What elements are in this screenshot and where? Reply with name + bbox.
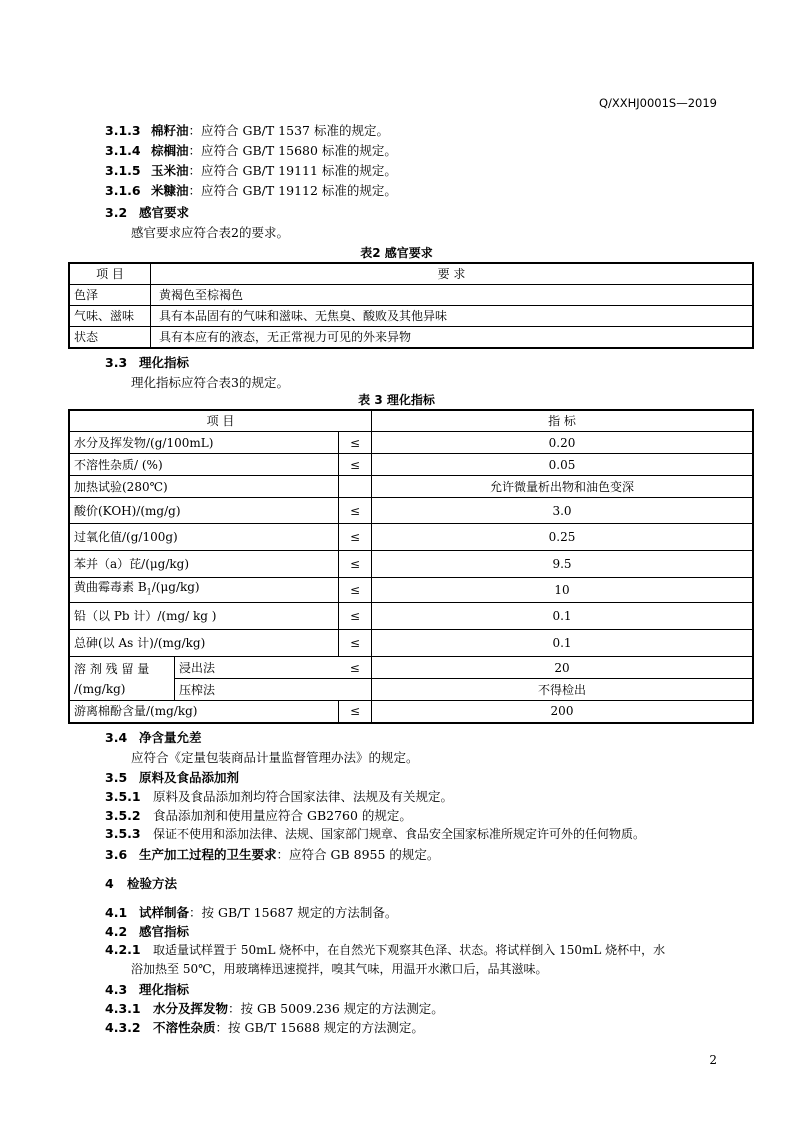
- table3-item: 加热试验(280℃): [69, 476, 339, 498]
- table-row: [69, 551, 753, 578]
- clause-text-line1: 取适量试样置于 50mL 烧杯中，在自然光下观察其色泽、状态。将试样倒入 150mL 烧杯中，水: [153, 943, 666, 957]
- section-title: 试样制备: [139, 905, 190, 920]
- table2-caption: 表2 感官要求: [360, 246, 433, 260]
- table3-caption: 表 3 理化指标: [358, 393, 435, 407]
- section-number: 3.3: [105, 355, 128, 370]
- table3-operator: [339, 476, 372, 498]
- table3-operator: ≤: [339, 603, 372, 630]
- section-3-3-heading: [105, 353, 189, 371]
- table-row: [69, 432, 753, 454]
- table2-requirement: 具有本应有的液态，无正常视力可见的外来异物: [151, 327, 754, 349]
- table2-item: 色泽: [69, 285, 151, 306]
- table3-item: 水分及挥发物/(g/100mL): [69, 432, 339, 454]
- aflatoxin-label: 黄曲霉毒素 B: [74, 580, 147, 595]
- section-title: 净含量允差: [139, 730, 202, 745]
- clause-text: 保证不使用和添加法律、法规、国家部门规章、食品安全国家标准所规定许可外的任何物质。: [153, 827, 646, 841]
- table-row: [69, 327, 753, 349]
- clause-number: 4.3.2: [105, 1020, 141, 1035]
- section-4-1: [105, 903, 397, 921]
- clause-title: 米糠油: [151, 183, 189, 198]
- clause-text: ：按 GB/T 15688 规定的方法测定。: [215, 1020, 424, 1035]
- clause-4-3-2: [105, 1018, 424, 1036]
- clause-number: 3.1.4: [105, 143, 141, 158]
- table2-requirement: 具有本品固有的气味和滋味、无焦臭、酸败及其他异味: [151, 306, 754, 327]
- document-code: Q/XXHJ0001S—2019: [598, 96, 717, 110]
- section-text: ：按 GB/T 15687 规定的方法制备。: [189, 905, 398, 920]
- section-text: ：应符合 GB 8955 的规定。: [276, 847, 440, 862]
- section-number: 3.5: [105, 770, 128, 785]
- section-4-3-heading: [105, 980, 189, 998]
- section-title: 检验方法: [127, 876, 178, 891]
- table3-operator: ≤: [339, 498, 372, 524]
- table3-header-row: [69, 410, 753, 432]
- table3-value: 200: [372, 701, 754, 723]
- table3-header-value: 指 标: [372, 410, 754, 432]
- table3-value: 0.20: [372, 432, 754, 454]
- table3-value: 不得检出: [372, 679, 754, 701]
- clause-text: ：应符合 GB/T 19111 标准的规定。: [188, 163, 397, 178]
- table3-value: 9.5: [372, 551, 754, 578]
- table-row: [69, 476, 753, 498]
- clause-title: 棉籽油: [151, 123, 189, 138]
- table3-operator: ≤: [339, 524, 372, 551]
- table2-header-requirement: 要 求: [151, 263, 754, 285]
- clause-text: 原料及食品添加剂均符合国家法律、法规及有关规定。: [153, 789, 454, 804]
- section-3-4-body: 应符合《定量包装商品计量监督管理办法》的规定。: [131, 750, 419, 765]
- aflatoxin-unit: /(μg/kg): [151, 580, 200, 595]
- clause-3-5-1: [105, 787, 453, 805]
- table2: [68, 262, 754, 349]
- section-3-2-heading: [105, 203, 189, 221]
- section-3-4-heading: [105, 728, 202, 746]
- table2-header-row: [69, 263, 753, 285]
- table3-item: 苯并（a）芘/(μg/kg): [69, 551, 339, 578]
- clause-title: 不溶性杂质: [153, 1020, 216, 1035]
- table-row: [69, 285, 753, 306]
- table3-value: 20: [372, 657, 754, 679]
- table-row: [69, 657, 753, 679]
- table3-value: 3.0: [372, 498, 754, 524]
- table3-item: 总砷(以 As 计)/(mg/kg): [69, 630, 339, 657]
- clause-3-1-4: [105, 141, 397, 159]
- table-row: [69, 701, 753, 723]
- section-3-3-body: 理化指标应符合表3的规定。: [131, 375, 289, 390]
- solvent-method: 压榨法: [175, 679, 339, 701]
- solvent-method: 浸出法: [175, 657, 339, 679]
- table3-operator: ≤: [339, 454, 372, 476]
- table-row: [69, 306, 753, 327]
- table3-value: 0.1: [372, 603, 754, 630]
- clause-4-3-1: [105, 999, 444, 1017]
- clause-3-5-2: [105, 806, 412, 824]
- table3-value: 0.1: [372, 630, 754, 657]
- clause-3-1-6: [105, 181, 397, 199]
- clause-number: 4.2.1: [105, 942, 141, 957]
- clause-number: 3.1.6: [105, 183, 141, 198]
- clause-title: 水分及挥发物: [153, 1001, 229, 1016]
- solvent-residue-label: [69, 657, 175, 701]
- section-title: 理化指标: [139, 355, 190, 370]
- table3-operator: ≤: [339, 701, 372, 723]
- table3-item: 游离棉酚含量/(mg/kg): [69, 701, 339, 723]
- page-number: 2: [709, 1053, 717, 1067]
- table3-operator: ≤: [339, 551, 372, 578]
- clause-title: 棕榈油: [151, 143, 189, 158]
- table3-operator: ≤: [339, 657, 372, 679]
- table3-item: 不溶性杂质/ (%): [69, 454, 339, 476]
- section-title: 原料及食品添加剂: [139, 770, 240, 785]
- table3-value: 10: [372, 578, 754, 603]
- clause-text: ：按 GB 5009.236 规定的方法测定。: [228, 1001, 444, 1016]
- solvent-label-line2: /(mg/kg): [74, 681, 126, 696]
- section-4-2-heading: [105, 922, 189, 940]
- table3: [68, 409, 754, 724]
- table3-item: 酸价(KOH)/(mg/g): [69, 498, 339, 524]
- clause-text: ：应符合 GB/T 15680 标准的规定。: [188, 143, 397, 158]
- table3-item: [69, 578, 339, 603]
- table3-value: 允许微量析出物和油色变深: [372, 476, 754, 498]
- section-number: 4.1: [105, 905, 128, 920]
- section-number: 3.6: [105, 847, 128, 862]
- clause-title: 玉米油: [151, 163, 189, 178]
- clause-number: 3.5.1: [105, 789, 141, 804]
- table3-item: 铅（以 Pb 计）/(mg/ kg ): [69, 603, 339, 630]
- section-3-2-body: 感官要求应符合表2的要求。: [131, 225, 289, 240]
- table3-operator: ≤: [339, 432, 372, 454]
- clause-3-1-3: [105, 121, 389, 139]
- clause-4-2-1: [105, 941, 665, 958]
- section-number: 4.2: [105, 924, 128, 939]
- clause-4-2-1-line2: 浴加热至 50℃，用玻璃棒迅速搅拌，嗅其气味，用温开水漱口后，品其滋味。: [131, 962, 548, 976]
- table2-requirement: 黄褐色至棕褐色: [151, 285, 754, 306]
- section-number: 3.4: [105, 730, 128, 745]
- table3-operator: [339, 679, 372, 701]
- clause-text: ：应符合 GB/T 19112 标准的规定。: [188, 183, 397, 198]
- clause-3-1-5: [105, 161, 397, 179]
- clause-text: 食品添加剂和使用量应符合 GB2760 的规定。: [153, 808, 412, 823]
- section-number: 4.3: [105, 982, 128, 997]
- table2-item: 状态: [69, 327, 151, 349]
- table-row: [69, 498, 753, 524]
- table-row: [69, 630, 753, 657]
- table2-item: 气味、滋味: [69, 306, 151, 327]
- section-number: 4: [105, 876, 114, 891]
- aflatoxin-subscript: 1: [146, 587, 152, 597]
- solvent-label-line1: 溶 剂 残 留 量: [74, 661, 150, 676]
- clause-number: 3.5.2: [105, 808, 141, 823]
- section-4-heading: [105, 874, 177, 892]
- clause-3-5-3: [105, 825, 645, 842]
- table-row: [69, 578, 753, 603]
- section-title: 感官要求: [139, 205, 190, 220]
- table-row: [69, 603, 753, 630]
- section-title: 理化指标: [139, 982, 190, 997]
- clause-number: 3.5.3: [105, 826, 141, 841]
- table-row: [69, 454, 753, 476]
- section-number: 3.2: [105, 205, 128, 220]
- clause-number: 3.1.5: [105, 163, 141, 178]
- table2-header-item: 项 目: [69, 263, 151, 285]
- table3-item: 过氧化值/(g/100g): [69, 524, 339, 551]
- section-3-6: [105, 845, 439, 863]
- clause-text: ：应符合 GB/T 1537 标准的规定。: [188, 123, 389, 138]
- table-row: [69, 524, 753, 551]
- clause-number: 4.3.1: [105, 1001, 141, 1016]
- table3-operator: ≤: [339, 630, 372, 657]
- table3-value: 0.05: [372, 454, 754, 476]
- table3-value: 0.25: [372, 524, 754, 551]
- table3-header-item: 项 目: [69, 410, 372, 432]
- table3-operator: ≤: [339, 578, 372, 603]
- section-title: 感官指标: [139, 924, 190, 939]
- section-title: 生产加工过程的卫生要求: [139, 847, 277, 862]
- clause-number: 3.1.3: [105, 123, 141, 138]
- section-3-5-heading: [105, 768, 239, 786]
